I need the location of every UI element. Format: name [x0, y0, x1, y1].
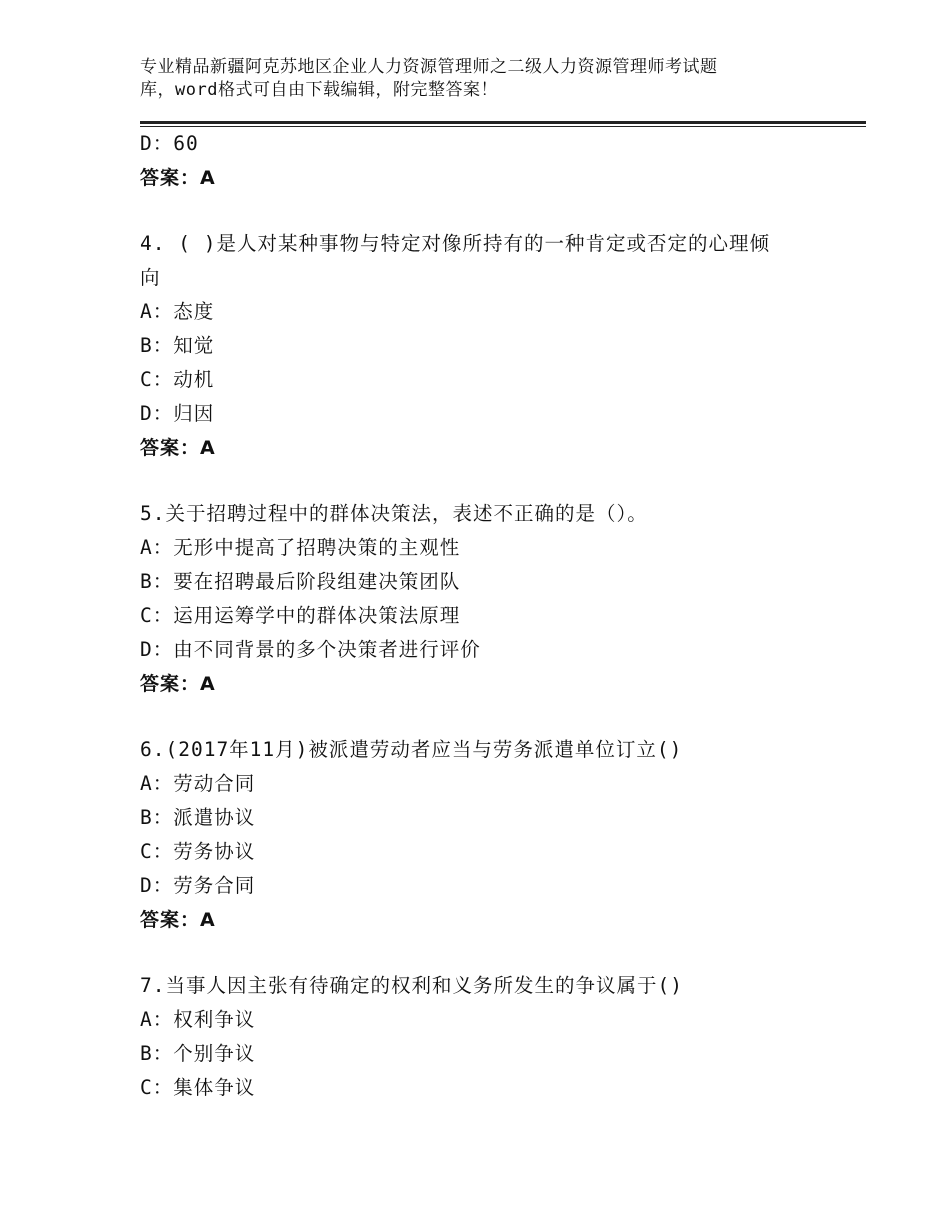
question-stem: 5.关于招聘过程中的群体决策法，表述不正确的是（）。 [140, 502, 648, 525]
option-b: B：派遣协议 [140, 806, 256, 829]
option-d: D：由不同背景的多个决策者进行评价 [140, 638, 481, 661]
header-title-line-1: 专业精品新疆阿克苏地区企业人力资源管理师之二级人力资源管理师考试题 [140, 57, 718, 77]
option-c: C：集体争议 [140, 1076, 256, 1099]
document-header [140, 56, 780, 102]
option-d: D：归因 [140, 402, 215, 425]
option-a: A：劳动合同 [140, 772, 256, 795]
answer-line: 答案：A [140, 673, 216, 695]
option-d: D：60 [140, 132, 199, 155]
question-5 [140, 497, 820, 701]
header-divider-thick [140, 121, 866, 124]
question-stem-line-1: 4. ( )是人对某种事物与特定对像所持有的一种肯定或否定的心理倾 [140, 232, 770, 255]
answer-line: 答案：A [140, 167, 216, 189]
question-7 [140, 969, 820, 1105]
header-title-line-2: 库，word格式可自由下载编辑，附完整答案！ [140, 80, 498, 100]
answer-line: 答案：A [140, 909, 216, 931]
question-6 [140, 733, 820, 937]
option-a: A：无形中提高了招聘决策的主观性 [140, 536, 461, 559]
option-d: D：劳务合同 [140, 874, 256, 897]
spacer [140, 465, 820, 497]
spacer [140, 937, 820, 969]
question-stem-line-2: 向 [140, 266, 161, 289]
question-stem: 6.(2017年11月)被派遣劳动者应当与劳务派遣单位订立() [140, 738, 683, 761]
spacer [140, 701, 820, 733]
answer-line: 答案：A [140, 437, 216, 459]
question-stem: 7.当事人因主张有待确定的权利和义务所发生的争议属于() [140, 974, 683, 997]
question-3-tail [140, 127, 820, 195]
spacer [140, 195, 820, 227]
option-b: B：要在招聘最后阶段组建决策团队 [140, 570, 461, 593]
option-c: C：劳务协议 [140, 840, 256, 863]
option-c: C：运用运筹学中的群体决策法原理 [140, 604, 461, 627]
option-a: A：权利争议 [140, 1008, 256, 1031]
question-4 [140, 227, 820, 465]
option-b: B：个别争议 [140, 1042, 256, 1065]
option-c: C：动机 [140, 368, 215, 391]
option-b: B：知觉 [140, 334, 215, 357]
option-a: A：态度 [140, 300, 215, 323]
question-list [140, 127, 820, 1105]
